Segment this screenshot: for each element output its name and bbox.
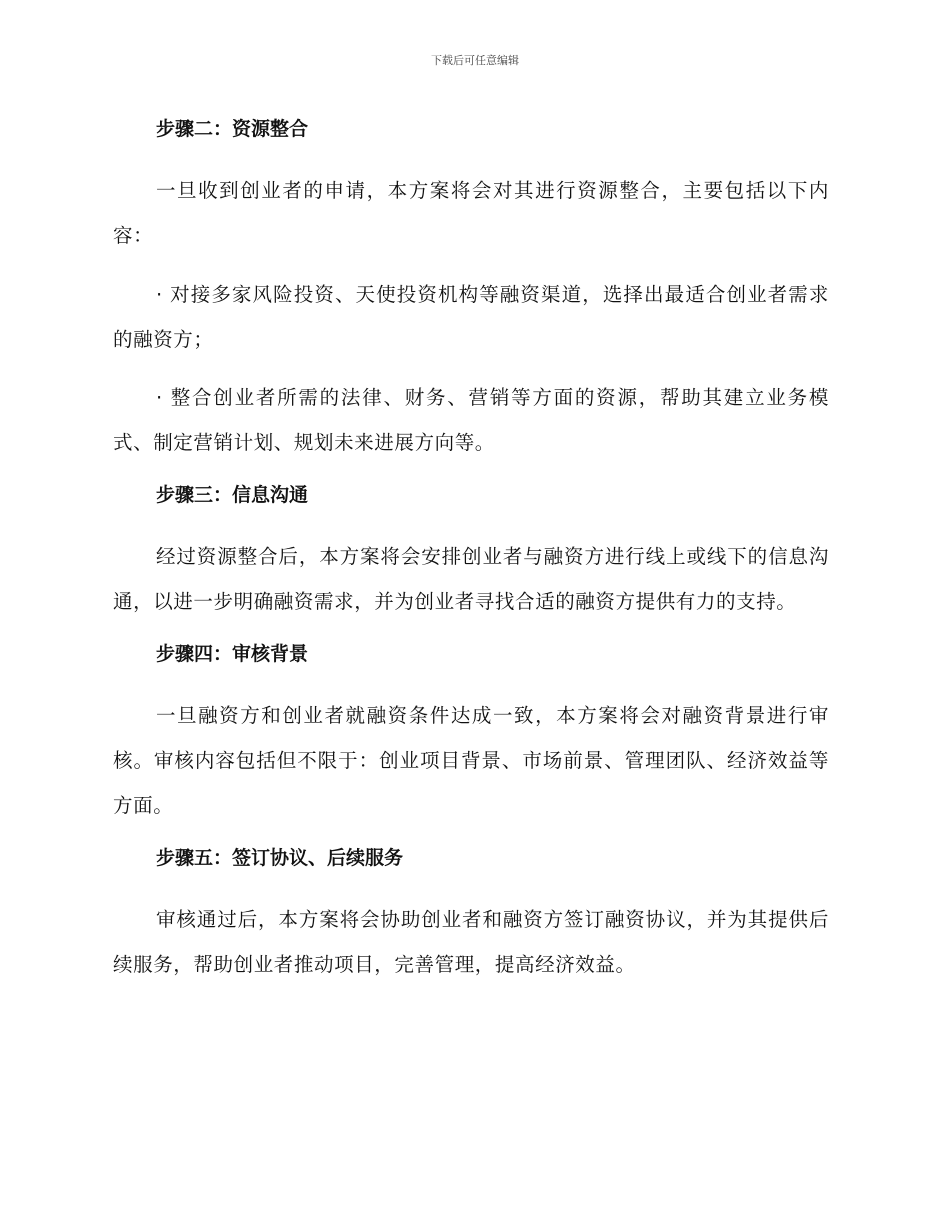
section-step3 [113,478,829,624]
paragraph: 一旦收到创业者的申请，本方案将会对其进行资源整合，主要包括以下内容： [113,179,829,247]
section-heading: 步骤五：签订协议、后续服务 [156,847,404,869]
section-heading: 步骤三：信息沟通 [156,484,309,506]
paragraph: 经过资源整合后，本方案将会安排创业者与融资方进行线上或线下的信息沟通，以进一步明确融资需求，并为创业者寻找合适的融资方提供有力的支持。 [113,545,829,613]
document-body [113,112,829,987]
paragraph: 审核通过后，本方案将会协助创业者和融资方签订融资协议，并为其提供后续服务，帮助创业者推动项目，完善管理，提高经济效益。 [113,908,829,976]
section-step5 [113,841,829,987]
section-heading: 步骤四：审核背景 [156,643,309,665]
section-heading: 步骤二：资源整合 [156,118,309,140]
section-step4 [113,637,829,828]
bullet-item: · 整合创业者所需的法律、财务、营销等方面的资源，帮助其建立业务模式、制定营销计划、规划未来进展方向等。 [113,386,829,454]
header-note: 下载后可任意编辑 [431,54,519,67]
paragraph: 一旦融资方和创业者就融资条件达成一致，本方案将会对融资背景进行审核。审核内容包括但不限于：创业项目背景、市场前景、管理团队、经济效益等方面。 [113,704,829,817]
section-step2 [113,112,829,465]
bullet-item: · 对接多家风险投资、天使投资机构等融资渠道，选择出最适合创业者需求的融资方； [113,283,829,351]
